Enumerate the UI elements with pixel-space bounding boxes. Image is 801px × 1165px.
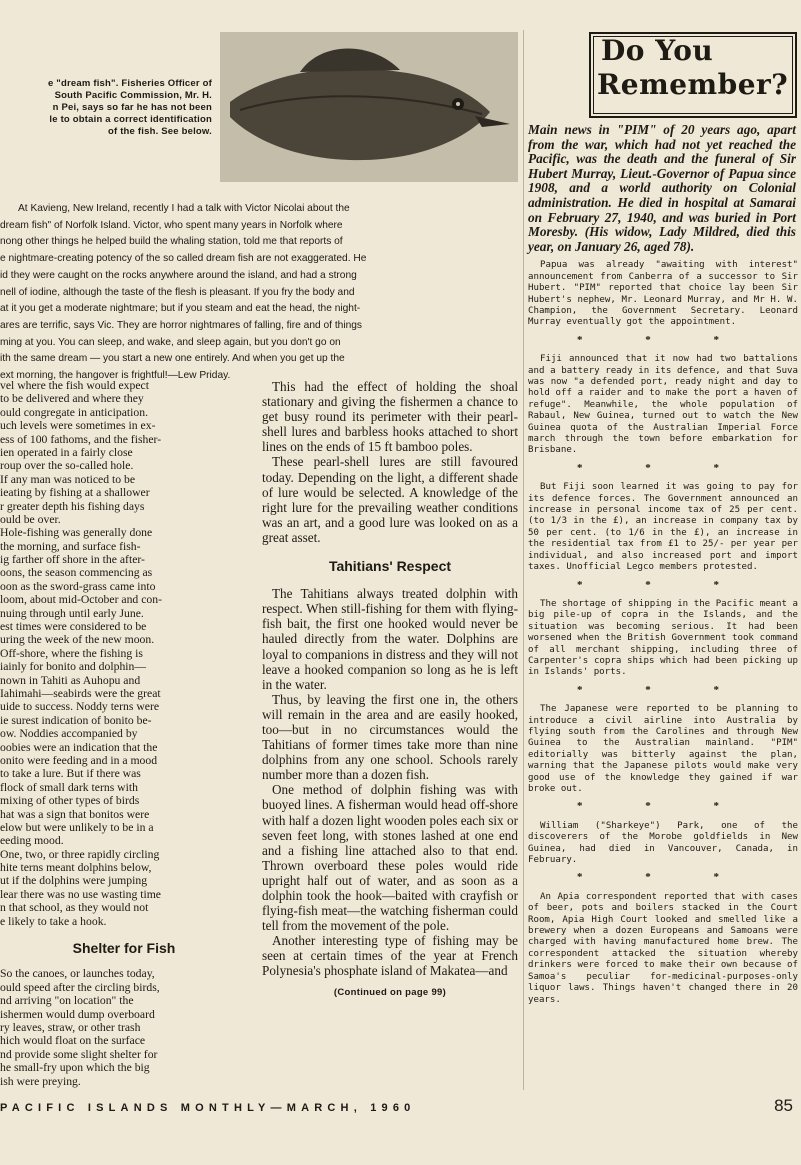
sidebar-item: William ("Sharkeye") Park, one of the discoverers of the Morobe goldfields in New Guinea, had died in Vancouver, Canada, in February. — [528, 820, 798, 866]
column-line: ie surest indication of bonito be- — [0, 713, 152, 727]
sidebar-title-line-2: Remember? — [597, 68, 789, 101]
column-line: ould be over. — [0, 512, 61, 526]
caption-line: South Pacific Commission, Mr. H. — [54, 90, 212, 101]
column-line: ieating by fishing at a shallower — [0, 486, 150, 500]
column-line: ish were preying. — [0, 1074, 81, 1088]
column-line: iainly for bonito and dolphin— — [0, 660, 147, 674]
star-divider: * * * — [577, 800, 749, 813]
photo-caption — [0, 78, 212, 138]
column-line: hat was a sign that bonitos were — [0, 807, 150, 821]
column-line: One, two, or three rapidly circling — [0, 847, 160, 861]
column-line: hich would float on the surface — [0, 1034, 146, 1048]
intro-line: At Kavieng, New Ireland, recently I had a talk with Victor Nicolai about the — [18, 203, 350, 214]
column-line: ould speed after the circling birds, — [0, 980, 160, 994]
column-line: So the canoes, or launches today, — [0, 967, 155, 981]
intro-paragraph — [0, 201, 522, 385]
caption-line: n Pei, says so far he has not been — [52, 102, 212, 113]
column-line: oons, the season commencing as — [0, 566, 153, 580]
intro-line: ming at you. You can sleep, and wake, and sleep again, but you don't go on — [0, 336, 341, 348]
column-line: to take a lure. But if there was — [0, 767, 141, 781]
column-line: n that school, as they would not — [0, 901, 149, 915]
footer-publication: PACIFIC ISLANDS MONTHLY—MARCH, 1960 — [0, 1102, 416, 1114]
column-line: loom, about mid-October and con- — [0, 593, 162, 607]
column-line: ould congregate in anticipation. — [0, 405, 148, 419]
column-line: Off-shore, where the fishing is — [0, 646, 143, 660]
column-line: hite terns meant dolphins below, — [0, 861, 152, 875]
column-line: nd provide some slight shelter for — [0, 1047, 158, 1061]
paragraph: Thus, by leaving the first one in, the others will remain in the area and are easily hooked, too—but in no circumstances would the Tahitians of former times take more than nine dolphins from any one school. Schools rarely number more than a dozen fish. — [262, 691, 518, 783]
intro-line: nong other things he helped build the whaling station, told me that reports of — [0, 236, 343, 248]
column-line: nd arriving "on location" the — [0, 994, 134, 1008]
column-line: If any man was noticed to be — [0, 472, 136, 486]
page-number: 85 — [774, 1096, 793, 1115]
intro-line: e nightmare-creating potency of the so called dream fish are not exaggerated. He — [0, 253, 367, 265]
column-line: ry leaves, straw, or other trash — [0, 1020, 141, 1034]
column-line: roup over the so-called hole. — [0, 459, 134, 473]
column-line: uide to success. Noddy terns were — [0, 700, 160, 714]
column-line: r greater depth his fishing days — [0, 499, 145, 513]
column-line: nuing through until early June. — [0, 606, 144, 620]
paragraph: These pearl-shell lures are still favoured today. Depending on the light, a different shade of lure would be selected. A knowledge of the right lure for the prevailing weather conditions was an art, and a good lure was looked on as a great asset. — [262, 454, 518, 545]
continued-note: (Continued on page 99) — [333, 986, 447, 998]
column-line: onito were feeding and in a mood — [0, 753, 158, 767]
sidebar-item: An Apia correspondent reported that with cases of beer, pots and boilers stacked in the Court Room, Apia High Court looked and smelled like a brewery when a dozen Europeans and Samoans were charged with having manufactured home brew. The correspondent attacked the situation whereby drinkers were forced to make their own because of Samoa's peculiar for-medicinal-purposes-only liquor laws. Things haven't changed there in 20 years. — [528, 891, 798, 1005]
star-divider: * * * — [577, 871, 749, 884]
column-1-text — [0, 379, 248, 928]
sidebar-item: But Fiji soon learned it was going to pay for its defence forces. The Government announced an increase in personal income tax of 25 per cent. (to 1/3 in the £), an increase in company tax by 50 per cent. (to 1/6 in the £), an increase in the residential tax from £1 to 25/- per year per individual, and also increased port and import taxes. Unofficial Legco members protested. — [528, 482, 798, 573]
column-1-tail-text — [0, 967, 248, 1088]
intro-line: at it you get a moderate nightmare; but if you steam and eat the head, the night- — [0, 303, 361, 315]
column-line: mixing of other types of birds — [0, 794, 140, 808]
star-divider: * * * — [577, 333, 749, 346]
sidebar-item: The Japanese were reported to be planning to introduce a civil airline into Australia by flying south from the Carolines and through New Guinea to the Australian mainland. "PIM" editorially was bitterly against the plan, warning that the Japanese pilots would make very good use of the knowledge they gained if war broke out. — [528, 704, 798, 794]
column-line: ien operated in a fairly close — [0, 445, 133, 459]
article-column-1 — [0, 379, 248, 1088]
caption-line: e "dream fish". Fisheries Officer of — [47, 78, 212, 89]
column-line: vel where the fish would expect — [0, 379, 149, 392]
column-line: the morning, and surface fish- — [0, 539, 141, 553]
column-line: lear there was no use wasting time — [0, 887, 161, 901]
column-line: to be delivered and where they — [0, 392, 144, 406]
column-line: e likely to take a hook. — [0, 914, 107, 928]
column-line: oon as the sword-grass came into — [0, 579, 156, 593]
sidebar-items — [528, 260, 798, 1006]
column-line: Iahimahi—seabirds were the great — [0, 686, 161, 700]
page-footer — [0, 1096, 801, 1124]
column-line: ut if the dolphins were jumping — [0, 874, 148, 888]
paragraph: One method of dolphin fishing was with buoyed lines. A fisherman would head off-shore with half a dozen light wooden poles each six or seven feet long, with stones lashed at one end and a fishing line attached also to that end. Thrown overboard these poles would ride upright half out of water, and as soon as a dolphin took the hook—baited with crayfish or flying-fish meat—the watching fisherman could tell from the movement of the pole. — [262, 782, 518, 934]
article-column-2 — [262, 379, 518, 1000]
subheading-shelter: Shelter for Fish — [72, 940, 176, 957]
star-divider: * * * — [577, 578, 749, 591]
star-divider: * * * — [577, 683, 749, 696]
sidebar-title-line-1: Do You — [601, 34, 714, 67]
caption-line: le to obtain a correct identification — [49, 114, 212, 125]
sidebar-lead: Main news in "PIM" of 20 years ago, apart from the war, which had not yet reached the Pacific, was the death and the funeral of Sir Hubert Murray, Lieut.-Governor of Papua since 1908, and a world authority on Colonial administration. He died in hospital at Samarai on February 27, 1940, and was buried in Port Moresby. (His widow, Lady Mildred, died this year, on January 26, aged 78). — [528, 122, 796, 254]
intro-line: ith the same dream — you start a new one entirely. And when you get up the — [0, 353, 345, 365]
paragraph: Another interesting type of fishing may be seen at certain times of the year at French Polynesia's phosphate island of Makatea—and — [262, 933, 518, 979]
column-line: ishermen would dump overboard — [0, 1007, 155, 1021]
sidebar-item: Papua was already "awaiting with interest" announcement from Canberra of a successor to Sir Hubert. "PIM" reported that choice lay been Sir Hubert's nephew, Mr. Leonard Murray, and Mr H. W. Champion, the Government Secretary. Leonard Murray eventually got the appointment. — [528, 260, 798, 328]
paragraph: The Tahitians always treated dolphin with respect. When still-fishing for them with flying-fish bait, the first one hooked would never be hauled directly from the water. Dolphins are loyal to companions in distress and they will not leave a hooked companion so long as he is left in the water. — [262, 586, 518, 692]
column-line: uring the week of the new moon. — [0, 633, 155, 647]
column-line: ess of 100 fathoms, and the fisher- — [0, 432, 162, 446]
dream-fish-image — [220, 32, 518, 182]
column-divider — [523, 30, 524, 1090]
sidebar-item: The shortage of shipping in the Pacific meant a big pile-up of copra in the Islands, and the situation was becoming serious. It had been worsened when the British Government took command of all merchant shipping, including three of Carpenter's copra ships which had been picking up in Islands' ports. — [528, 598, 798, 678]
caption-line: of the fish. See below. — [107, 126, 212, 137]
intro-line: ares are terrific, says Vic. They are horror nightmares of falling, fire and of things — [0, 319, 363, 331]
star-divider: * * * — [577, 461, 749, 474]
fish-photo — [220, 32, 518, 182]
column-line: uch levels were sometimes in ex- — [0, 419, 156, 433]
column-line: Hole-fishing was generally done — [0, 526, 153, 540]
subheading-tahitians: Tahitians' Respect — [328, 558, 452, 575]
column-line: oobies were an indication that the — [0, 740, 158, 754]
intro-line: dream fish" of Norfolk Island. Victor, who spent many years in Norfolk where — [0, 219, 343, 231]
intro-line: id they were caught on the rocks anywhere around the island, and had a strong — [0, 269, 357, 281]
column-line: nown in Tahiti as Auhopu and — [0, 673, 141, 687]
column-line: flock of small dark terns with — [0, 780, 138, 794]
column-line: he small-fry upon which the big — [0, 1061, 150, 1075]
column-line: ig farther off shore in the after- — [0, 553, 145, 567]
intro-line: nell of iodine, although the taste of the flesh is pleasant. If you fry the body and — [0, 286, 355, 298]
sidebar-title-box — [589, 32, 797, 118]
column-line: est times were considered to be — [0, 620, 147, 634]
column-line: elow but were unlikely to be in a — [0, 820, 154, 834]
column-line: eeding mood. — [0, 834, 64, 848]
sidebar-item: Fiji announced that it now had two battalions and a battery ready in its defence, and that Suva was now "a defended port, ready night and day to hold off a raider and to make the port a haven of refuge". Meanwhile, the whole population of Rabaul, New Guinea, turned out to watch the New Guinea quota of the Australian Imperial Force march through the town before embarkation for Brisbane. — [528, 354, 798, 456]
intro-line: ext morning, the hangover is frightful!—Lew Priday. — [0, 370, 231, 382]
paragraph: This had the effect of holding the shoal stationary and giving the fishermen a chance to get busy round its perimeter with their pearl-shell lures and barbless hooks attached to short lines on the ends of 15 ft bamboo poles. — [262, 379, 518, 455]
column-line: ow. Noddies accompanied by — [0, 727, 138, 741]
